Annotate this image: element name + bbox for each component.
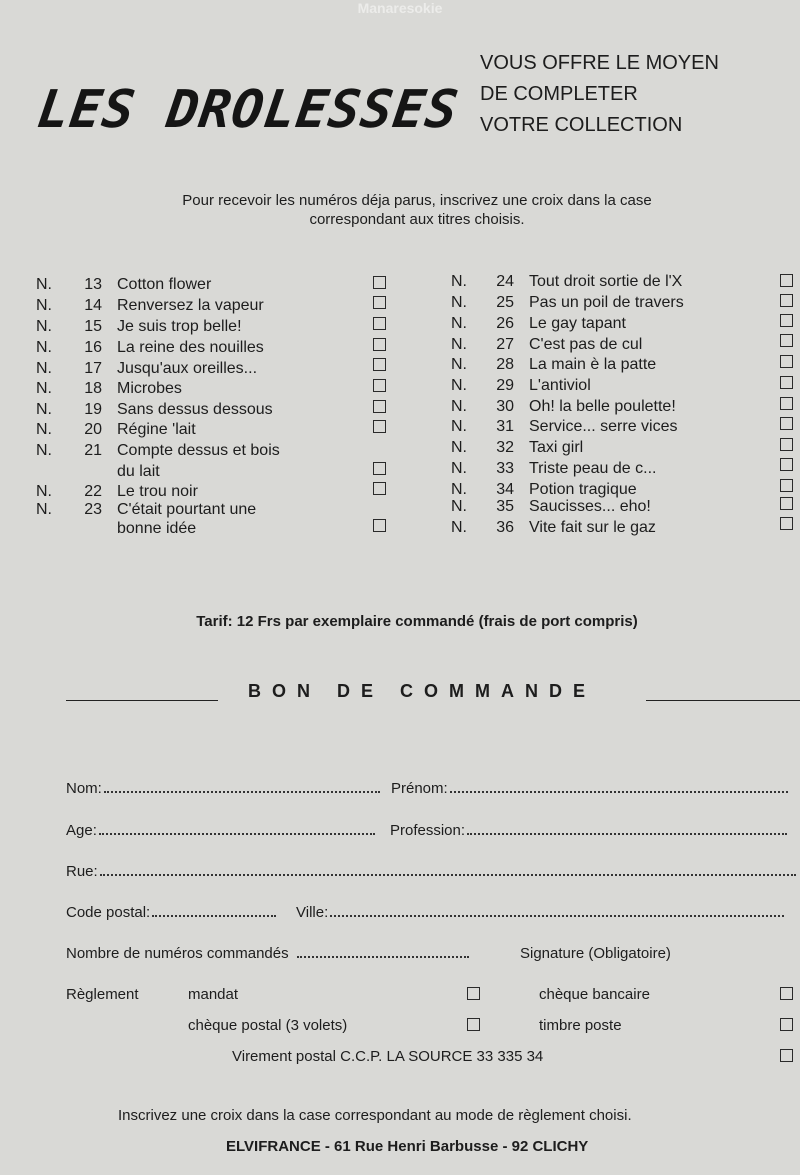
issue-title: Le gay tapant: [529, 315, 626, 332]
issue-number: 17: [84, 360, 102, 377]
nom-field[interactable]: [66, 780, 380, 798]
profession-label: Profession:: [390, 822, 466, 839]
issue-title-continued: bonne idée: [117, 520, 197, 537]
issue-checkbox[interactable]: [780, 355, 793, 368]
issue-prefix: N.: [36, 401, 52, 418]
nombre-field[interactable]: [66, 945, 469, 963]
issue-prefix: N.: [451, 398, 467, 415]
issue-number: 13: [84, 276, 102, 293]
issue-number: 22: [84, 483, 102, 500]
ville-line[interactable]: [330, 915, 784, 917]
prenom-field[interactable]: [391, 780, 788, 798]
divider-left: [66, 700, 218, 701]
issue-number: 19: [84, 401, 102, 418]
issue-prefix: N.: [36, 380, 52, 397]
issue-prefix: N.: [451, 439, 467, 456]
nom-line[interactable]: [104, 791, 380, 793]
issue-title: Potion tragique: [529, 481, 637, 498]
issue-row: [0, 293, 800, 313]
issue-number: 36: [496, 519, 514, 536]
nom-label: Nom:: [66, 780, 102, 797]
issue-checkbox[interactable]: [780, 517, 793, 530]
issue-number: 34: [496, 481, 514, 498]
issue-title: Compte dessus et bois: [117, 442, 280, 459]
order-form-title: BON DE COMMANDE: [248, 681, 596, 701]
issue-prefix: N.: [451, 377, 467, 394]
issue-checkbox[interactable]: [780, 397, 793, 410]
issue-row: [0, 314, 800, 334]
cheque-bancaire-checkbox[interactable]: [780, 987, 793, 1000]
issue-row: [0, 518, 800, 538]
ville-field[interactable]: [296, 904, 784, 922]
profession-line[interactable]: [467, 833, 787, 835]
issue-row: [0, 335, 800, 355]
watermark: Manaresokie: [357, 0, 443, 16]
issue-number: 29: [496, 377, 514, 394]
virement-label: Virement postal C.C.P. LA SOURCE 33 335 34: [232, 1048, 544, 1065]
issue-prefix: N.: [36, 442, 52, 459]
issue-title: Triste peau de c...: [529, 460, 657, 477]
issue-title: C'est pas de cul: [529, 336, 643, 353]
issue-prefix: N.: [451, 460, 467, 477]
issue-title-continued: du lait: [117, 463, 160, 480]
issue-number: 23: [84, 501, 102, 518]
issue-row: [0, 397, 800, 417]
code-postal-field[interactable]: [66, 904, 276, 922]
issue-checkbox[interactable]: [780, 294, 793, 307]
offer-line: VOUS OFFRE LE MOYEN: [480, 52, 719, 74]
issue-title: La main è la patte: [529, 356, 657, 373]
intro-line: Pour recevoir les numéros déja parus, inscrivez une croix dans la case: [182, 192, 652, 209]
issue-title: Microbes: [117, 380, 182, 397]
issue-title: Oh! la belle poulette!: [529, 398, 676, 415]
cheque-bancaire-label: chèque bancaire: [539, 986, 650, 1003]
issue-title: La reine des nouilles: [117, 339, 264, 356]
age-line[interactable]: [99, 833, 375, 835]
issue-prefix: N.: [36, 297, 52, 314]
issue-prefix: N.: [36, 360, 52, 377]
ville-label: Ville:: [296, 904, 329, 921]
issue-number: 20: [84, 421, 102, 438]
rue-line[interactable]: [100, 874, 796, 876]
issue-row: [0, 272, 800, 292]
offer-text: [480, 48, 719, 141]
cheque-postal-checkbox[interactable]: [467, 1018, 480, 1031]
issue-number: 27: [496, 336, 514, 353]
cheque-postal-label: chèque postal (3 volets): [188, 1017, 348, 1034]
issue-row: [0, 376, 800, 396]
intro-line: correspondant aux titres choisis.: [309, 211, 525, 228]
issue-checkbox[interactable]: [780, 438, 793, 451]
issue-row: [0, 355, 800, 375]
timbre-checkbox[interactable]: [780, 1018, 793, 1031]
issue-prefix: N.: [451, 294, 467, 311]
issue-row: [0, 438, 800, 458]
issue-row: [0, 459, 800, 479]
intro-text: [0, 191, 800, 229]
logo: LES DROLESSES: [33, 80, 463, 140]
issue-checkbox[interactable]: [780, 376, 793, 389]
issue-number: 24: [496, 273, 514, 290]
issue-number: 26: [496, 315, 514, 332]
offer-line: VOTRE COLLECTION: [480, 114, 683, 136]
issue-checkbox[interactable]: [780, 497, 793, 510]
issue-number: 31: [496, 418, 514, 435]
issue-number: 14: [84, 297, 102, 314]
age-field[interactable]: [66, 822, 375, 840]
issue-prefix: N.: [451, 418, 467, 435]
issue-checkbox[interactable]: [780, 334, 793, 347]
issue-prefix: N.: [36, 483, 52, 500]
issue-prefix: N.: [36, 276, 52, 293]
mandat-label: mandat: [188, 986, 239, 1003]
virement-checkbox[interactable]: [780, 1049, 793, 1062]
nombre-label: Nombre de numéros commandés: [66, 945, 289, 962]
divider-right: [646, 700, 800, 701]
issue-title: Tout droit sortie de l'X: [529, 273, 683, 290]
offer-line: DE COMPLETER: [480, 83, 638, 105]
mandat-checkbox[interactable]: [467, 987, 480, 1000]
issue-prefix: N.: [36, 421, 52, 438]
code-postal-line[interactable]: [152, 915, 276, 917]
issue-title: Cotton flower: [117, 276, 212, 293]
issue-title: Jusqu'aux oreilles...: [117, 360, 258, 377]
issue-title: Régine 'lait: [117, 421, 196, 438]
tarif-text: Tarif: 12 Frs par exemplaire commandé (frais de port compris): [196, 613, 638, 630]
nombre-line[interactable]: [297, 956, 469, 958]
issue-title: Taxi girl: [529, 439, 584, 456]
rue-field[interactable]: [66, 863, 796, 881]
profession-field[interactable]: [390, 822, 787, 840]
issue-number: 32: [496, 439, 514, 456]
issue-title: C'était pourtant une: [117, 501, 257, 518]
issue-prefix: N.: [451, 336, 467, 353]
prenom-line[interactable]: [450, 791, 788, 793]
issue-checkbox[interactable]: [780, 274, 793, 287]
issue-number: 25: [496, 294, 514, 311]
issue-number: 21: [84, 442, 102, 459]
issue-prefix: N.: [451, 356, 467, 373]
prenom-label: Prénom:: [391, 780, 448, 797]
issue-number: 33: [496, 460, 514, 477]
issue-checkbox[interactable]: [780, 417, 793, 430]
issue-prefix: N.: [451, 481, 467, 498]
issue-checkbox[interactable]: [780, 479, 793, 492]
issue-prefix: N.: [36, 501, 52, 518]
issue-number: 28: [496, 356, 514, 373]
age-label: Age:: [66, 822, 97, 839]
publisher-address: ELVIFRANCE - 61 Rue Henri Barbusse - 92 CLICHY: [226, 1138, 589, 1155]
issue-prefix: N.: [451, 519, 467, 536]
issue-number: 18: [84, 380, 102, 397]
issue-title: Vite fait sur le gaz: [529, 519, 656, 536]
rue-label: Rue:: [66, 863, 98, 880]
issue-prefix: N.: [451, 273, 467, 290]
issue-prefix: N.: [36, 318, 52, 335]
issue-checkbox[interactable]: [780, 458, 793, 471]
issue-title: Sans dessus dessous: [117, 401, 273, 418]
issue-row: [0, 497, 800, 517]
issue-number: 30: [496, 398, 514, 415]
payment-label: Règlement: [66, 986, 139, 1003]
footer-note: Inscrivez une croix dans la case correspondant au mode de règlement choisi.: [118, 1107, 632, 1124]
issue-title: Renversez la vapeur: [117, 297, 264, 314]
timbre-label: timbre poste: [539, 1017, 622, 1034]
issue-title: Je suis trop belle!: [117, 318, 242, 335]
code-postal-label: Code postal:: [66, 904, 151, 921]
issue-title: L'antiviol: [529, 377, 591, 394]
issue-title: Saucisses... eho!: [529, 498, 651, 515]
issue-checkbox[interactable]: [780, 314, 793, 327]
issue-row: [0, 417, 800, 437]
issue-title: Service... serre vices: [529, 418, 678, 435]
issue-number: 15: [84, 318, 102, 335]
issue-title: Le trou noir: [117, 483, 198, 500]
signature-label: Signature (Obligatoire): [520, 945, 671, 962]
issue-prefix: N.: [451, 315, 467, 332]
issue-prefix: N.: [451, 498, 467, 515]
issue-title: Pas un poil de travers: [529, 294, 684, 311]
issue-prefix: N.: [36, 339, 52, 356]
issue-number: 35: [496, 498, 514, 515]
issue-number: 16: [84, 339, 102, 356]
